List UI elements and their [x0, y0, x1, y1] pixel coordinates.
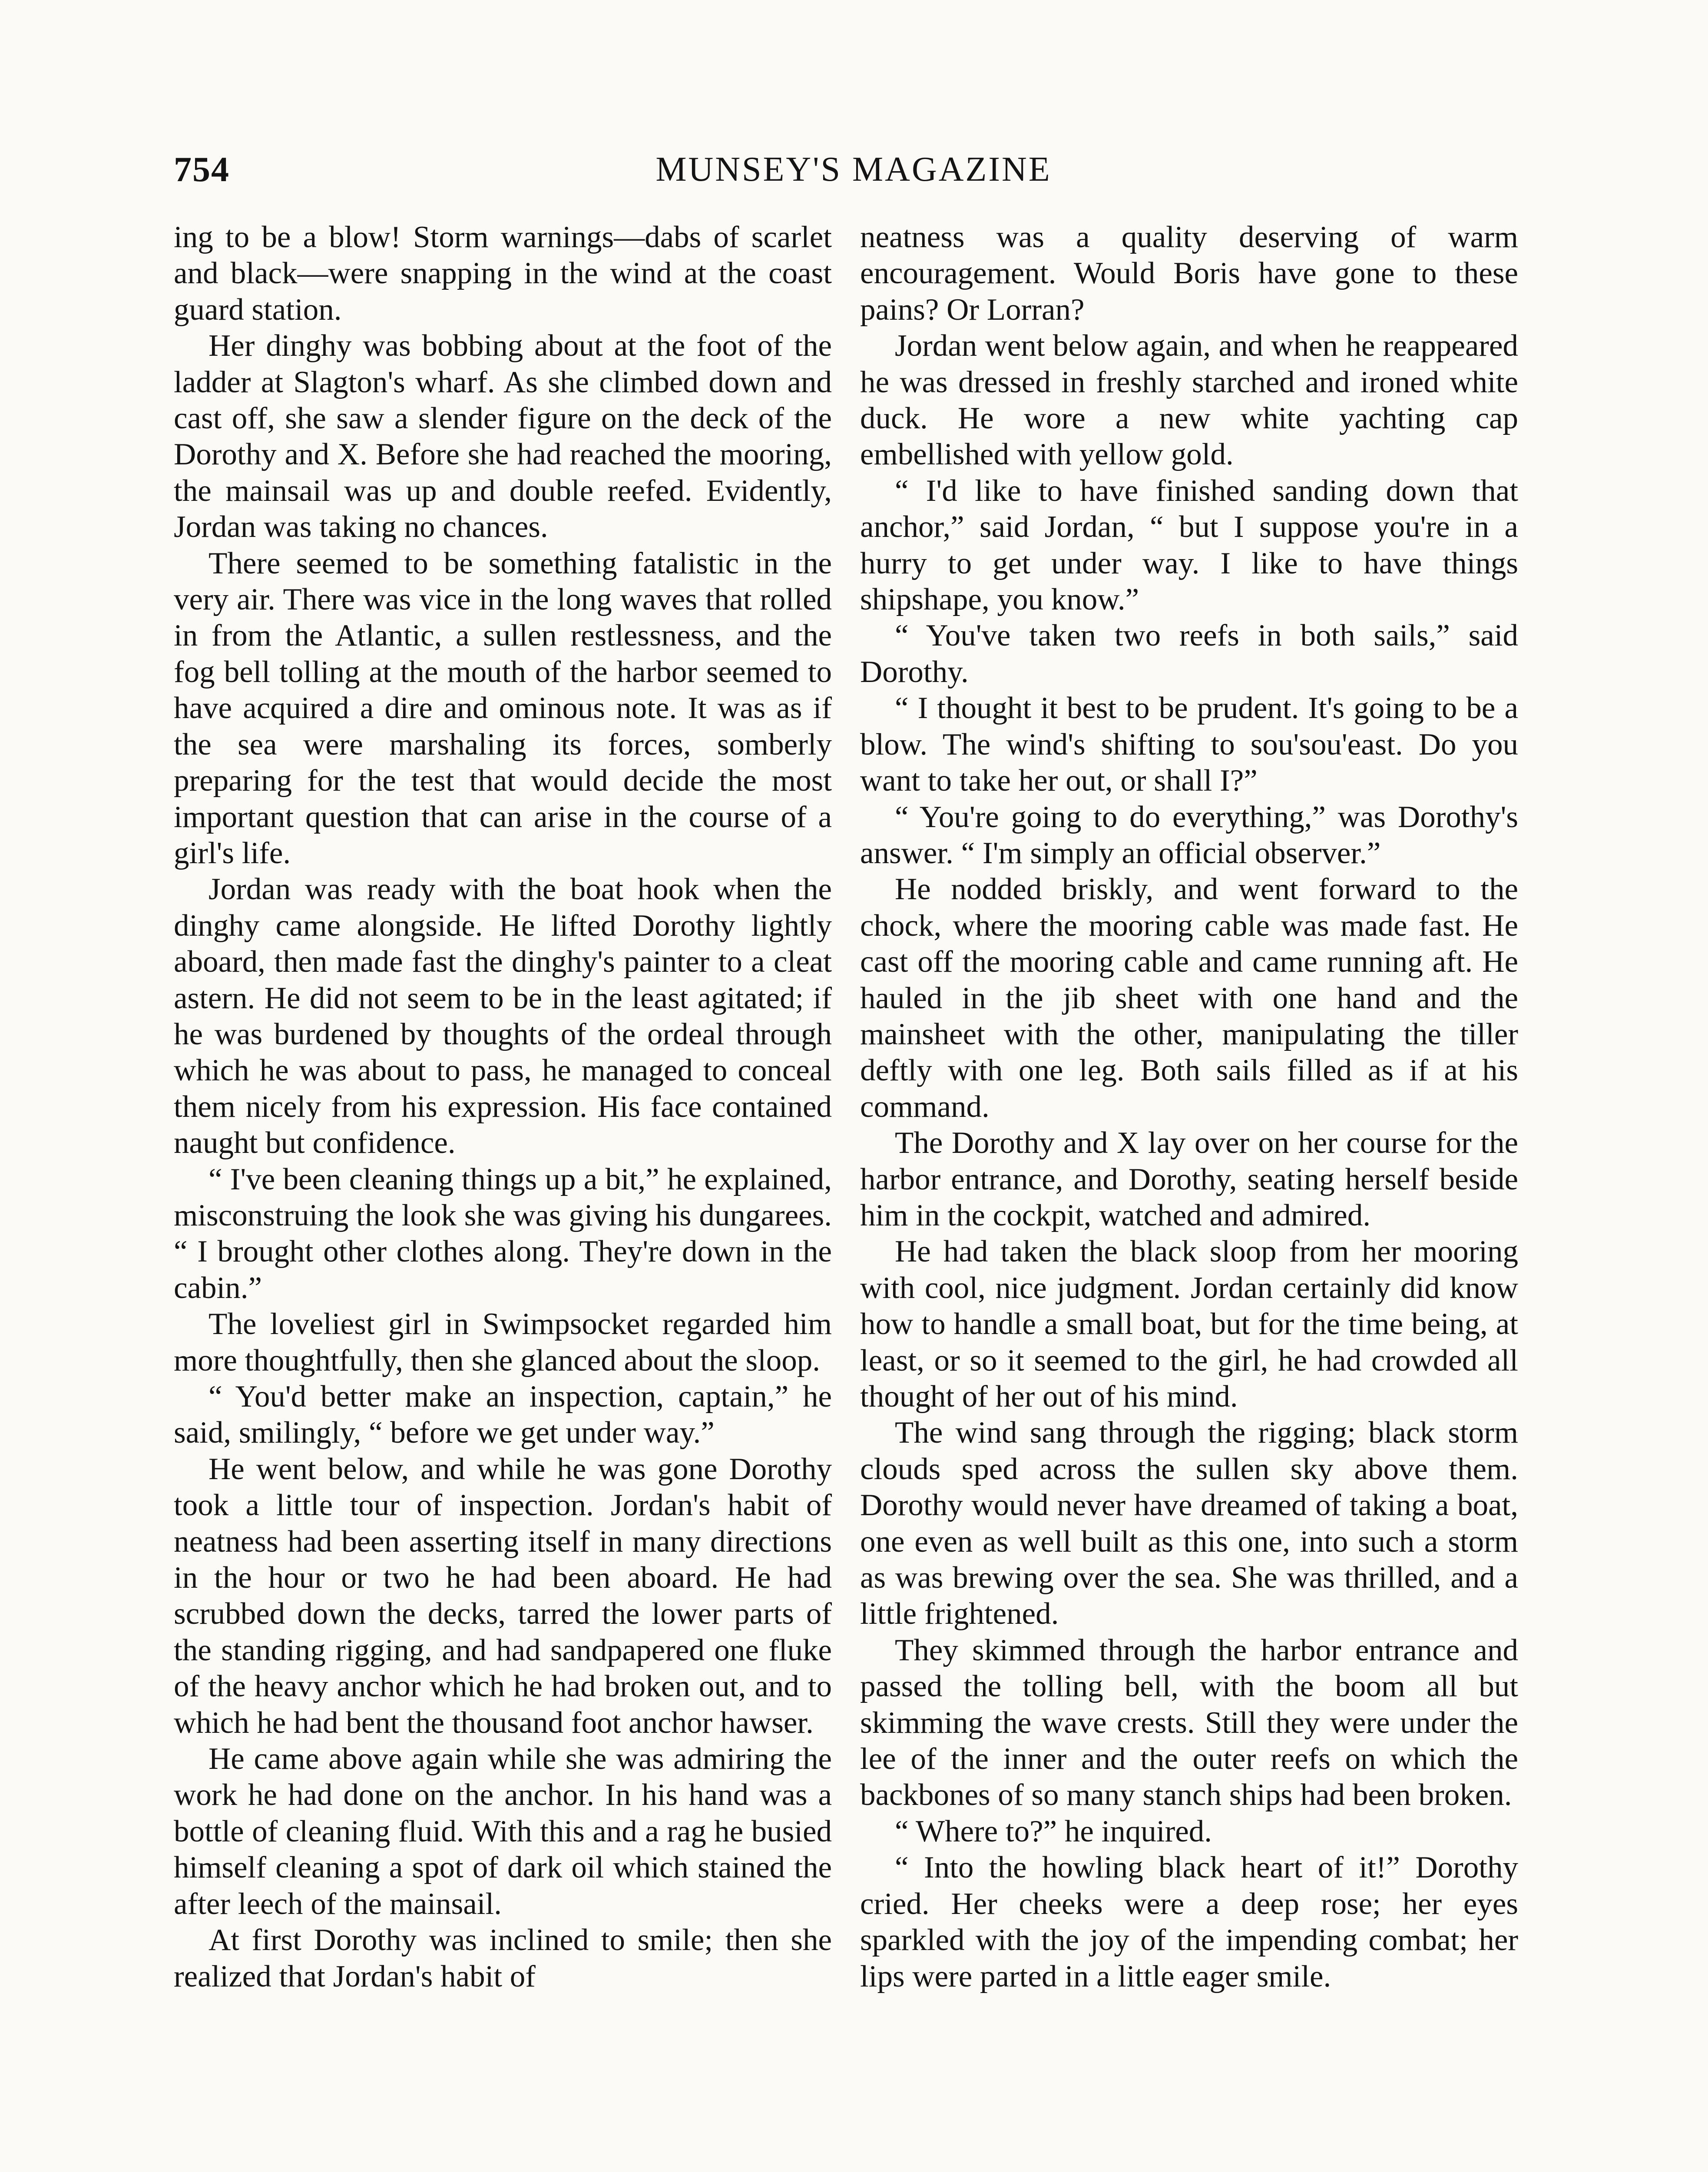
paragraph: “ I'd like to have finished sanding down that anchor,” said Jordan, “ but I suppose you're in a hurry to get under way. I like to have things shipshape, you know.”	[860, 473, 1518, 617]
page-header	[174, 143, 1533, 195]
paragraph: “ You'd better make an inspection, captain,” he said, smilingly, “ before we get under way.”	[174, 1380, 832, 1450]
paragraph: He nodded briskly, and went forward to the chock, where the mooring cable was made fast. He cast off the mooring cable and came running aft. He hauled in the jib sheet with one hand and the mainsheet with the other, manipulating the tiller deftly with one leg. Both sails filled as if at his command.	[860, 872, 1518, 1124]
paragraph: “ You've taken two reefs in both sails,” said Dorothy.	[860, 619, 1518, 689]
paragraph: Jordan went below again, and when he reappeared he was dressed in freshly starched and ironed white duck. He wore a new white yachting cap embellished with yellow gold.	[860, 329, 1518, 472]
paragraph: The wind sang through the rigging; black storm clouds sped across the sullen sky above them. Dorothy would never have dreamed of taking a boat, one even as well built as this one, into such a storm as was brewing over the sea. She was thrilled, and a little frightened.	[860, 1416, 1518, 1631]
paragraph: ing to be a blow! Storm warnings—dabs of scarlet and black—were snapping in the wind at the coast guard station.	[174, 220, 832, 327]
page-number: 754	[174, 149, 230, 189]
paragraph: The loveliest girl in Swimpsocket regarded him more thoughtfully, then she glanced about the sloop.	[174, 1307, 832, 1377]
paragraph: “ You're going to do everything,” was Dorothy's answer. “ I'm simply an official observer.”	[860, 800, 1518, 870]
paragraph: They skimmed through the harbor entrance and passed the tolling bell, with the boom all but skimming the wave crests. Still they were under the lee of the inner and the outer reefs on which the backbones of so many stanch ships had been broken.	[860, 1633, 1518, 1812]
right-column	[860, 219, 1518, 1995]
paragraph: neatness was a quality deserving of warm encouragement. Would Boris have gone to these pains? Or Lorran?	[860, 220, 1518, 327]
paragraph: He went below, and while he was gone Dorothy took a little tour of inspection. Jordan's habit of neatness had been asserting itself in many directions in the hour or two he had been aboard. He had scrubbed down the decks, tarred the lower parts of the standing rigging, and had sandpapered one fluke of the heavy anchor which he had broken out, and to which he had bent the thousand foot anchor hawser.	[174, 1452, 832, 1740]
left-column	[174, 219, 832, 1995]
paragraph: “ I thought it best to be prudent. It's going to be a blow. The wind's shifting to sou'sou'east. Do you want to take her out, or shall I?”	[860, 691, 1518, 798]
paragraph: He had taken the black sloop from her mooring with cool, nice judgment. Jordan certainly did know how to handle a small boat, but for the time being, at least, or so it seemed to the girl, he had crowded all thought of her out of his mind.	[860, 1235, 1518, 1414]
paragraph: He came above again while she was admiring the work he had done on the anchor. In his hand was a bottle of cleaning fluid. With this and a rag he busied himself cleaning a spot of dark oil which stained the after leech of the mainsail.	[174, 1742, 832, 1921]
running-title: MUNSEY'S MAGAZINE	[655, 150, 1052, 189]
paragraph: “ I've been cleaning things up a bit,” he explained, misconstruing the look she was giving his dungarees. “ I brought other clothes along. They're down in the cabin.”	[174, 1162, 832, 1305]
paragraph: At first Dorothy was inclined to smile; then she realized that Jordan's habit of	[174, 1923, 832, 1993]
paragraph: Her dinghy was bobbing about at the foot of the ladder at Slagton's wharf. As she climbed down and cast off, she saw a slender figure on the deck of the Dorothy and X. Before she had reached the mooring, the mainsail was up and double reefed. Evidently, Jordan was taking no chances.	[174, 329, 832, 544]
paragraph: Jordan was ready with the boat hook when the dinghy came alongside. He lifted Dorothy lightly aboard, then made fast the dinghy's painter to a cleat astern. He did not seem to be in the least agitated; if he was burdened by thoughts of the ordeal through which he was about to pass, he managed to conceal them nicely from his expression. His face contained naught but confidence.	[174, 872, 832, 1160]
paragraph: “ Into the howling black heart of it!” Dorothy cried. Her cheeks were a deep rose; her eyes sparkled with the joy of the impending combat; her lips were parted in a little eager smile.	[860, 1851, 1518, 1993]
paragraph: There seemed to be something fatalistic in the very air. There was vice in the long waves that rolled in from the Atlantic, a sullen restlessness, and the fog bell tolling at the mouth of the harbor seemed to have acquired a dire and ominous note. It was as if the sea were marshaling its forces, somberly preparing for the test that would decide the most important question that can arise in the course of a girl's life.	[174, 546, 832, 870]
paragraph: “ Where to?” he inquired.	[895, 1814, 1212, 1848]
paragraph: The Dorothy and X lay over on her course for the harbor entrance, and Dorothy, seating herself beside him in the cockpit, watched and admired.	[860, 1126, 1518, 1232]
